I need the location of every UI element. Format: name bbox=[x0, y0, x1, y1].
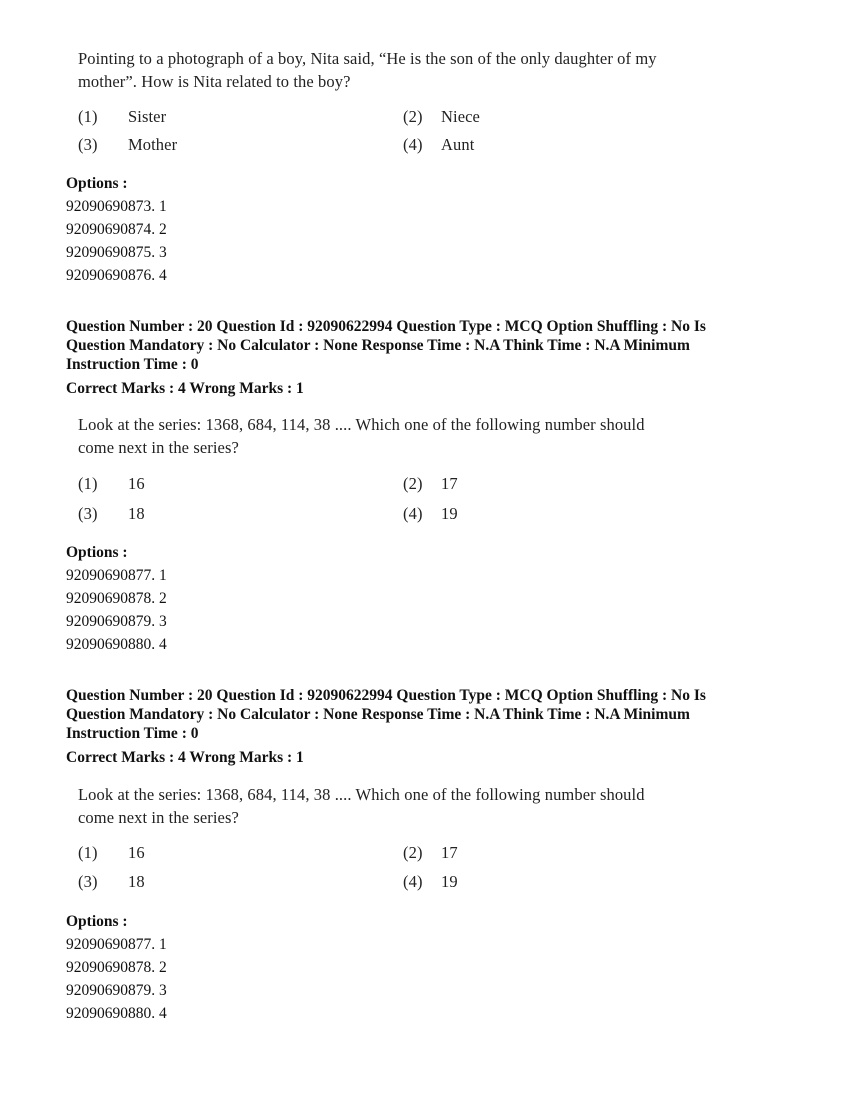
question-1-text-line-2: mother”. How is Nita related to the boy? bbox=[78, 72, 351, 91]
question-1-body bbox=[78, 47, 758, 154]
question-3-text-line-1: Look at the series: 1368, 684, 114, 38 .... Which one of the following number should bbox=[78, 785, 645, 804]
question-2-choice-4: (4) 19 bbox=[403, 504, 458, 523]
question-1-choice-2: (2) Niece bbox=[403, 107, 480, 126]
option-id-line: 92090690880. 4 bbox=[66, 636, 167, 653]
option-id-line: 92090690875. 3 bbox=[66, 244, 167, 261]
question-3-meta bbox=[66, 686, 786, 767]
option-id-line: 92090690873. 1 bbox=[66, 198, 167, 215]
question-1-choice-row-1 bbox=[78, 105, 758, 129]
option-id-line: 92090690879. 3 bbox=[66, 613, 167, 630]
option-id-line: 92090690878. 2 bbox=[66, 959, 167, 976]
meta-line-3: Instruction Time : 0 bbox=[66, 356, 199, 373]
option-id-line: 92090690876. 4 bbox=[66, 267, 167, 284]
question-3-choice-row-1 bbox=[78, 841, 758, 865]
question-2-choice-3: (3) 18 bbox=[78, 504, 145, 523]
options-title: Options : bbox=[66, 544, 128, 561]
question-3-text-line-2: come next in the series? bbox=[78, 808, 239, 827]
meta-line-2: Question Mandatory : No Calculator : None Response Time : N.A Think Time : N.A Minimum bbox=[66, 337, 690, 354]
question-1-choice-3: (3) Mother bbox=[78, 135, 178, 154]
option-id-line: 92090690880. 4 bbox=[66, 1005, 167, 1022]
question-2-text-line-1: Look at the series: 1368, 684, 114, 38 .... Which one of the following number should bbox=[78, 415, 645, 434]
question-1-options bbox=[66, 172, 167, 287]
options-title: Options : bbox=[66, 175, 128, 192]
question-3-choice-3: (3) 18 bbox=[78, 872, 145, 891]
marks-line: Correct Marks : 4 Wrong Marks : 1 bbox=[66, 380, 304, 397]
question-2-choice-row-1 bbox=[78, 472, 758, 496]
question-1-choice-row-2 bbox=[78, 133, 758, 157]
meta-line-1: Question Number : 20 Question Id : 92090622994 Question Type : MCQ Option Shuffling : No Is bbox=[66, 687, 706, 704]
meta-line-3: Instruction Time : 0 bbox=[66, 725, 199, 742]
options-title: Options : bbox=[66, 913, 128, 930]
question-2-body bbox=[78, 413, 758, 523]
question-2-meta bbox=[66, 317, 786, 398]
meta-line-1: Question Number : 20 Question Id : 92090622994 Question Type : MCQ Option Shuffling : No Is bbox=[66, 318, 706, 335]
option-id-line: 92090690879. 3 bbox=[66, 982, 167, 999]
option-id-line: 92090690877. 1 bbox=[66, 936, 167, 953]
question-2-choice-row-2 bbox=[78, 502, 758, 526]
question-3-choice-2: (2) 17 bbox=[403, 843, 458, 862]
question-2-text-line-2: come next in the series? bbox=[78, 438, 239, 457]
option-id-line: 92090690878. 2 bbox=[66, 590, 167, 607]
question-3-choice-row-2 bbox=[78, 870, 758, 894]
question-2-options bbox=[66, 541, 167, 656]
option-id-line: 92090690877. 1 bbox=[66, 567, 167, 584]
question-3-options bbox=[66, 910, 167, 1025]
question-1-text-line-1: Pointing to a photograph of a boy, Nita said, “He is the son of the only daughter of my bbox=[78, 49, 657, 68]
question-2-choice-2: (2) 17 bbox=[403, 474, 458, 493]
question-3-choice-4: (4) 19 bbox=[403, 872, 458, 891]
question-2-choice-1: (1) 16 bbox=[78, 474, 145, 493]
question-1-choice-1: (1) Sister bbox=[78, 107, 167, 126]
question-3-choice-1: (1) 16 bbox=[78, 843, 145, 862]
meta-line-2: Question Mandatory : No Calculator : None Response Time : N.A Think Time : N.A Minimum bbox=[66, 706, 690, 723]
question-3-body bbox=[78, 783, 758, 891]
marks-line: Correct Marks : 4 Wrong Marks : 1 bbox=[66, 749, 304, 766]
question-1-choice-4: (4) Aunt bbox=[403, 135, 475, 154]
option-id-line: 92090690874. 2 bbox=[66, 221, 167, 238]
